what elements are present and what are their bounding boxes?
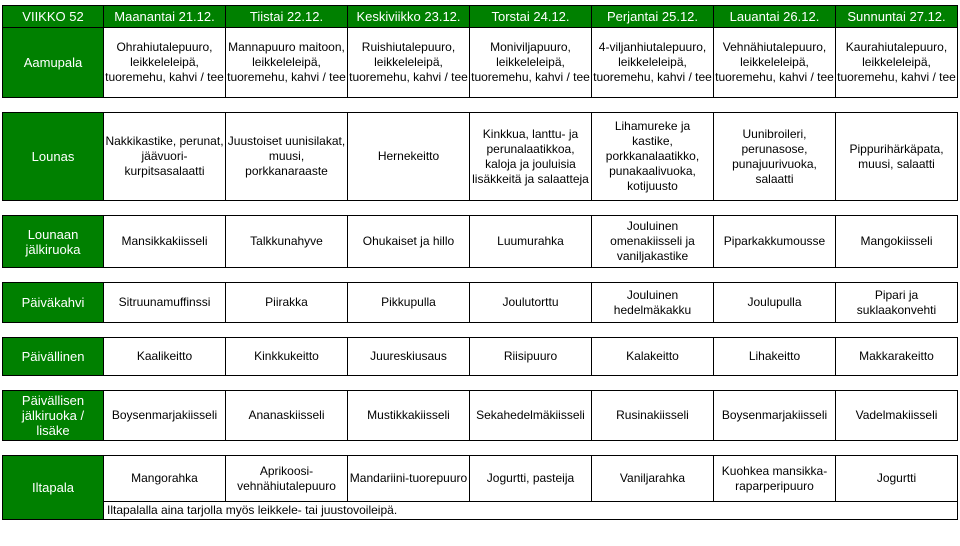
day-header-monday: Maanantai 21.12. — [104, 6, 226, 28]
menu-cell: Kinkkua, lanttu- ja perunalaatikkoa, kaloja ja jouluisia lisäkkeitä ja salaatteja — [470, 113, 592, 201]
menu-cell: Ruishiutalepuuro, leikkeleleipä, tuoremehu, kahvi / tee — [348, 28, 470, 98]
note-row — [3, 502, 958, 520]
menu-cell: Ohukaiset ja hillo — [348, 216, 470, 268]
menu-cell: Mangorahka — [104, 456, 226, 502]
menu-cell: Aprikoosi- vehnähiutalepuuro — [226, 456, 348, 502]
menu-cell: Vadelmakiisseli — [836, 391, 958, 441]
weekly-menu-table — [2, 5, 958, 520]
menu-cell: Vehnähiutalepuuro, leikkeleleipä, tuoremehu, kahvi / tee — [714, 28, 836, 98]
meal-label: Lounas — [3, 113, 104, 201]
menu-cell: Kaurahiutalepuuro, leikkeleleipä, tuoremehu, kahvi / tee — [836, 28, 958, 98]
menu-cell: Joulupulla — [714, 283, 836, 323]
menu-cell: Luumurahka — [470, 216, 592, 268]
day-header-tuesday: Tiistai 22.12. — [226, 6, 348, 28]
meal-row-aamupala — [3, 28, 958, 98]
menu-cell: Vaniljarahka — [592, 456, 714, 502]
menu-cell: Sitruunamuffinssi — [104, 283, 226, 323]
menu-cell: Boysenmarjakiisseli — [104, 391, 226, 441]
menu-cell: Ananaskiisseli — [226, 391, 348, 441]
day-header-sunday: Sunnuntai 27.12. — [836, 6, 958, 28]
menu-cell: Boysenmarjakiisseli — [714, 391, 836, 441]
menu-cell: Lihakeitto — [714, 338, 836, 376]
menu-cell: Kinkkukeitto — [226, 338, 348, 376]
menu-cell: Mangokiisseli — [836, 216, 958, 268]
menu-cell: Pikkupulla — [348, 283, 470, 323]
menu-cell: Jogurtti — [836, 456, 958, 502]
meal-label: Iltapala — [3, 456, 104, 520]
menu-cell: Jouluinen hedelmäkakku — [592, 283, 714, 323]
iltapala-note: Iltapalalla aina tarjolla myös leikkele- tai juustovoileipä. — [104, 502, 958, 520]
menu-cell: Talkkunahyve — [226, 216, 348, 268]
menu-cell: Pipari ja suklaakonvehti — [836, 283, 958, 323]
menu-cell: Riisipuuro — [470, 338, 592, 376]
menu-cell: Mandariini-tuorepuuro — [348, 456, 470, 502]
menu-cell: Mannapuuro maitoon, leikkeleleipä, tuoremehu, kahvi / tee — [226, 28, 348, 98]
menu-cell: Kalakeitto — [592, 338, 714, 376]
menu-cell: Pippurihärkäpata, muusi, salaatti — [836, 113, 958, 201]
day-header-wednesday: Keskiviikko 23.12. — [348, 6, 470, 28]
menu-cell: Mansikkakiisseli — [104, 216, 226, 268]
menu-cell: Ohrahiutalepuuro, leikkeleleipä, tuoremehu, kahvi / tee — [104, 28, 226, 98]
menu-cell: Jogurtti, pasteija — [470, 456, 592, 502]
menu-cell: Piirakka — [226, 283, 348, 323]
menu-cell: Lihamureke ja kastike, porkkanalaatikko, punakaalivuoka, kotijuusto — [592, 113, 714, 201]
meal-label: Lounaan jälkiruoka — [3, 216, 104, 268]
header-row — [3, 6, 958, 28]
meal-label: Päiväkahvi — [3, 283, 104, 323]
menu-cell: Rusinakiisseli — [592, 391, 714, 441]
meal-label: Päivällisen jälkiruoka / lisäke — [3, 391, 104, 441]
menu-cell: Kaalikeitto — [104, 338, 226, 376]
meal-row-paivakahvi — [3, 283, 958, 323]
meal-label: Päivällinen — [3, 338, 104, 376]
menu-cell: Makkarakeitto — [836, 338, 958, 376]
menu-cell: Hernekeitto — [348, 113, 470, 201]
menu-cell: Joulutorttu — [470, 283, 592, 323]
menu-cell: Uunibroileri, perunasose, punajuurivuoka, salaatti — [714, 113, 836, 201]
menu-cell: 4-viljanhiutalepuuro, leikkeleleipä, tuoremehu, kahvi / tee — [592, 28, 714, 98]
menu-cell: Piparkakkumousse — [714, 216, 836, 268]
menu-cell: Juustoiset uunisilakat, muusi, porkkanaraaste — [226, 113, 348, 201]
menu-cell: Jouluinen omenakiisseli ja vaniljakastike — [592, 216, 714, 268]
menu-cell: Sekahedelmäkiisseli — [470, 391, 592, 441]
menu-cell: Nakkikastike, perunat, jäävuori- kurpitsasalaatti — [104, 113, 226, 201]
meal-row-paivallinen — [3, 338, 958, 376]
day-header-saturday: Lauantai 26.12. — [714, 6, 836, 28]
menu-cell: Kuohkea mansikka- raparperipuuro — [714, 456, 836, 502]
meal-row-lounaan-jalkiruoka — [3, 216, 958, 268]
menu-cell: Juureskiusaus — [348, 338, 470, 376]
meal-row-iltapala — [3, 456, 958, 502]
meal-row-paivallisen-jalkiruoka — [3, 391, 958, 441]
meal-label: Aamupala — [3, 28, 104, 98]
menu-cell: Moniviljapuuro, leikkeleleipä, tuoremehu, kahvi / tee — [470, 28, 592, 98]
day-header-friday: Perjantai 25.12. — [592, 6, 714, 28]
day-header-thursday: Torstai 24.12. — [470, 6, 592, 28]
menu-cell: Mustikkakiisseli — [348, 391, 470, 441]
meal-row-lounas — [3, 113, 958, 201]
week-label: VIIKKO 52 — [3, 6, 104, 28]
